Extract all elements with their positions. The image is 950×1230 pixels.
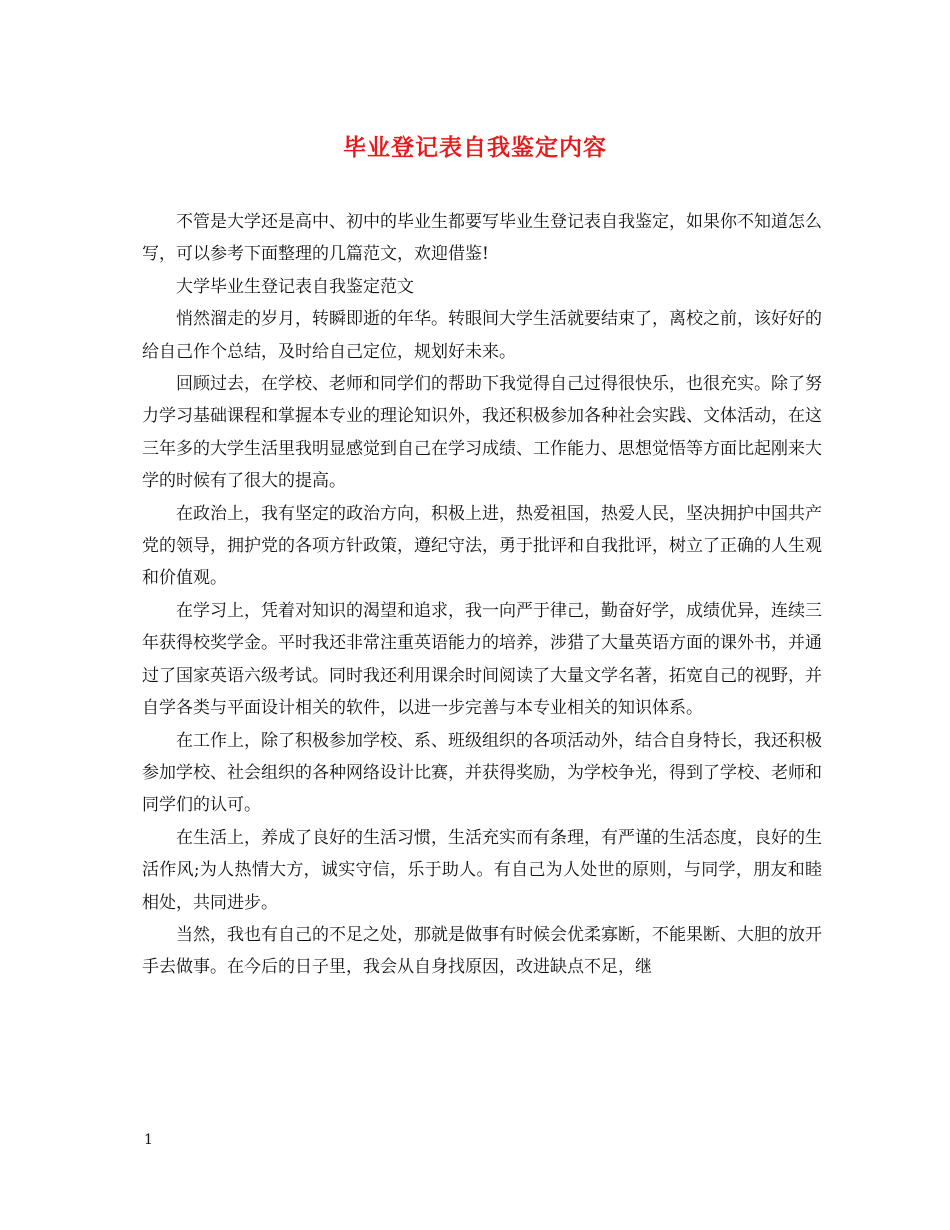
paragraph-shortcomings: 当然，我也有自己的不足之处，那就是做事有时候会优柔寡断，不能果断、大胆的放开手去做事。在今后的日子里，我会从自身找原因，改进缺点不足，继 [142,924,822,978]
paragraph-work: 在工作上，除了积极参加学校、系、班级组织的各项活动外，结合自身特长，我还积极参加学校、社会组织的各种网络设计比赛，并获得奖励，为学校争光，得到了学校、老师和同学们的认可。 [142,730,822,816]
document-title: 毕业登记表自我鉴定内容 [343,134,607,161]
paragraph-study: 在学习上，凭着对知识的渴望和追求，我一向严于律己，勤奋好学，成绩优异，连续三年获得校奖学金。平时我还非常注重英语能力的培养，涉猎了大量英语方面的课外书，并通过了国家英语六级考试。同时我还利用课余时间阅读了大量文学名著，拓宽自己的视野，并自学各类与平面设计相关的软件，以进一步完善与本专业相关的知识体系。 [142,600,822,719]
page-number: 1 [144,1132,153,1148]
paragraph-life: 在生活上，养成了良好的生活习惯，生活充实而有条理，有严谨的生活态度，良好的生活作风;为人热情大方，诚实守信，乐于助人。有自己为人处世的原则，与同学，朋友和睦相处，共同进步。 [142,827,822,913]
paragraph-review: 回顾过去，在学校、老师和同学们的帮助下我觉得自己过得很快乐，也很充实。除了努力学习基础课程和掌握本专业的理论知识外，我还积极参加各种社会实践、文体活动，在这三年多的大学生活里我明显感觉到自己在学习成绩、工作能力、思想觉悟等方面比起刚来大学的时候有了很大的提高。 [142,374,822,492]
section-heading: 大学毕业生登记表自我鉴定范文 [176,276,414,297]
paragraph-opening: 悄然溜走的岁月，转瞬即逝的年华。转眼间大学生活就要结束了，离校之前，该好好的给自己作个总结，及时给自己定位，规划好未来。 [142,309,822,362]
paragraph-intro: 不管是大学还是高中、初中的毕业生都要写毕业生登记表自我鉴定，如果你不知道怎么写，可以参考下面整理的几篇范文，欢迎借鉴! [142,212,822,265]
document-body [142,206,822,984]
paragraph-politics: 在政治上，我有坚定的政治方向，积极上进，热爱祖国，热爱人民，坚决拥护中国共产党的领导，拥护党的各项方针政策，遵纪守法，勇于批评和自我批评，树立了正确的人生观和价值观。 [142,503,822,589]
